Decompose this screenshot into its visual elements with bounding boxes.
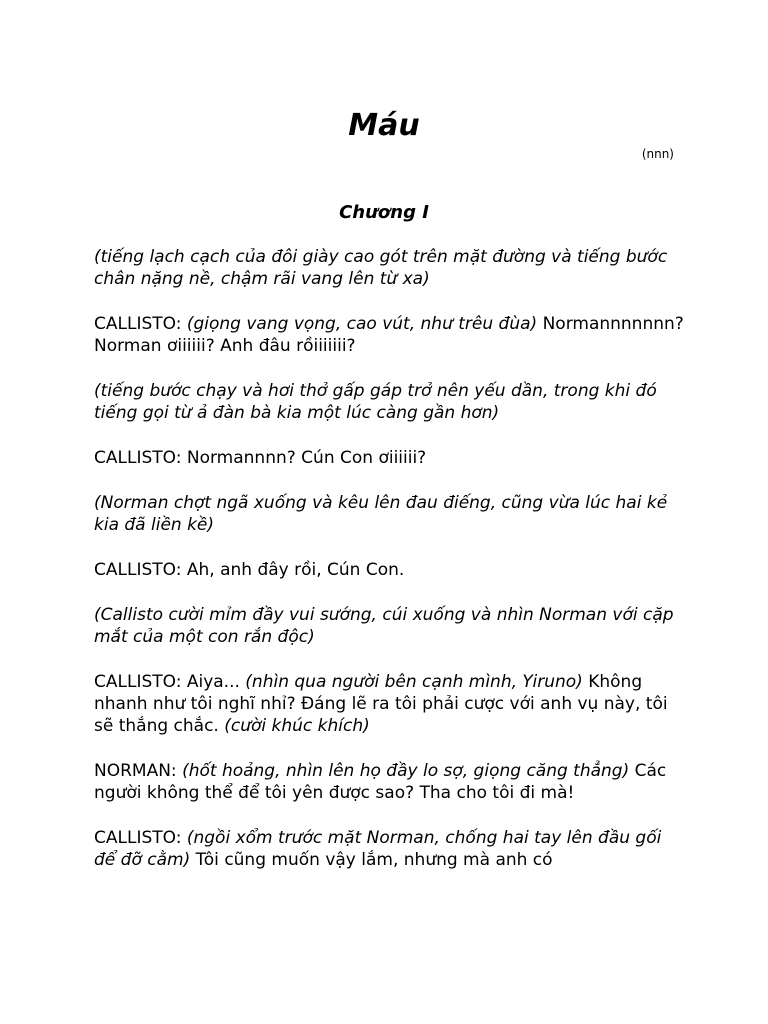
dialogue-line-5 — [94, 760, 684, 804]
stage-direction-text: (Norman chợt ngã xuống và kêu lên đau điếng, cũng vừa lúc hai kẻ kia đã liền kề) — [94, 493, 668, 535]
speaker-name: CALLISTO: — [94, 314, 182, 334]
author-note: (nnn) — [641, 147, 674, 161]
dialogue-text: Normannnn? Cún Con ơiiiiii? — [186, 448, 427, 468]
speaker-name: CALLISTO: — [94, 448, 182, 468]
dialogue-line-1 — [94, 313, 684, 357]
dialogue-text: Không nhanh như tôi nghĩ nhỉ? Đáng lẽ ra tôi phải cược với anh vụ này, tôi sẽ thắng chắc. — [94, 672, 668, 736]
dialogue-line-4 — [94, 671, 684, 737]
stage-direction-4 — [94, 604, 684, 648]
speaker-name: NORMAN: — [94, 761, 177, 781]
speaker-name: CALLISTO: Aiya... — [94, 672, 240, 692]
chapter-heading: Chương I — [339, 202, 429, 223]
document-title: Máu — [348, 108, 420, 143]
dialogue-direction: (giọng vang vọng, cao vút, như trêu đùa) — [186, 314, 538, 334]
stage-direction-1 — [94, 246, 684, 290]
dialogue-line-2 — [94, 447, 684, 469]
dialogue-text: Các người không thể để tôi yên được sao? Tha cho tôi đi mà! — [94, 761, 667, 803]
dialogue-text: Ah, anh đây rồi, Cún Con. — [186, 560, 405, 580]
stage-direction-text: (Callisto cười mỉm đầy vui sướng, cúi xuống và nhìn Norman với cặp mắt của một con rắn độc) — [94, 605, 674, 647]
speaker-name: CALLISTO: — [94, 828, 182, 848]
dialogue-trailing-direction: (cười khúc khích) — [224, 716, 370, 736]
script-body — [94, 246, 684, 894]
stage-direction-text: (tiếng bước chạy và hơi thở gấp gáp trở nên yếu dần, trong khi đó tiếng gọi từ ả đàn bà kia một lúc càng gần hơn) — [94, 381, 657, 423]
stage-direction-text: (tiếng lạch cạch của đôi giày cao gót trên mặt đường và tiếng bước chân nặng nề, chậm rãi vang lên từ xa) — [94, 247, 668, 289]
dialogue-direction: (nhìn qua người bên cạnh mình, Yiruno) — [245, 672, 583, 692]
stage-direction-3 — [94, 492, 684, 536]
dialogue-line-6 — [94, 827, 684, 871]
dialogue-direction: (hốt hoảng, nhìn lên họ đầy lo sợ, giọng căng thẳng) — [182, 761, 630, 781]
dialogue-text: Tôi cũng muốn vậy lắm, nhưng mà anh có — [195, 850, 553, 870]
stage-direction-2 — [94, 380, 684, 424]
dialogue-line-3 — [94, 559, 684, 581]
speaker-name: CALLISTO: — [94, 560, 182, 580]
dialogue-direction: (ngồi xổm trước mặt Norman, chống hai tay lên đầu gối để đỡ cằm) — [94, 828, 662, 870]
dialogue-text: Normannnnnnn? Norman ơiiiiii? Anh đâu rồiiiiiii? — [94, 314, 684, 356]
